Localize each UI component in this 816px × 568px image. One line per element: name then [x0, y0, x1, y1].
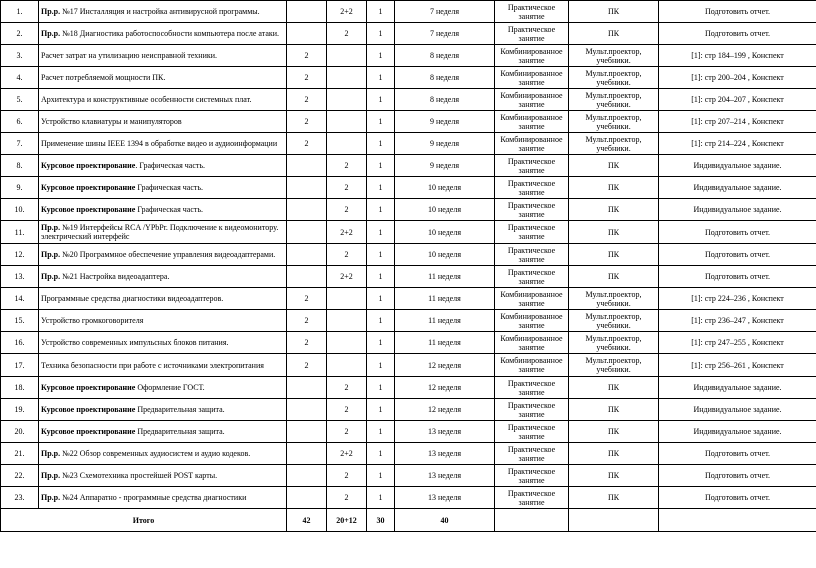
homework-cell: Индивидуальное задание.	[659, 199, 816, 221]
row-number: 13.	[1, 266, 39, 288]
hours-practice: 2	[327, 399, 367, 421]
total-empty-cell	[495, 509, 569, 532]
lesson-title	[39, 67, 287, 89]
week-cell: 10 неделя	[395, 244, 495, 266]
lesson-title	[39, 377, 287, 399]
lesson-text: Предварительная защита.	[135, 405, 225, 414]
row-number: 9.	[1, 177, 39, 199]
table-row	[1, 354, 816, 377]
hours-self: 1	[367, 89, 395, 111]
lesson-title	[39, 221, 287, 244]
equipment-cell: ПК	[569, 221, 659, 244]
row-number: 23.	[1, 487, 39, 509]
lesson-title	[39, 45, 287, 67]
hours-theory	[287, 199, 327, 221]
hours-self: 1	[367, 67, 395, 89]
lesson-type: Практическое занятие	[495, 1, 569, 23]
lesson-text: Графическая часть.	[135, 205, 204, 214]
week-cell: 12 неделя	[395, 354, 495, 377]
equipment-cell: ПК	[569, 421, 659, 443]
lesson-title	[39, 332, 287, 354]
hours-self: 1	[367, 45, 395, 67]
hours-practice	[327, 133, 367, 155]
equipment-cell: ПК	[569, 443, 659, 465]
hours-practice	[327, 67, 367, 89]
homework-cell: [1]: стр 204–207 , Конспект	[659, 89, 816, 111]
equipment-cell: Мульт.проектор, учебники.	[569, 310, 659, 332]
hours-practice	[327, 332, 367, 354]
hours-practice: 2	[327, 199, 367, 221]
lesson-text: №19 Интерфейсы RCA /YPbPr. Подключение к видеомонитору. электрический интерфейс	[41, 223, 279, 241]
lesson-text: Расчет потребляемой мощности ПК.	[41, 73, 166, 82]
row-number: 2.	[1, 23, 39, 45]
hours-self: 1	[367, 133, 395, 155]
lesson-type: Практическое занятие	[495, 487, 569, 509]
equipment-cell: ПК	[569, 266, 659, 288]
lesson-title	[39, 177, 287, 199]
lesson-type: Практическое занятие	[495, 177, 569, 199]
week-cell: 12 неделя	[395, 399, 495, 421]
row-number: 6.	[1, 111, 39, 133]
lesson-title	[39, 310, 287, 332]
lesson-text: Устройство современных импульсных блоков питания.	[41, 338, 229, 347]
lesson-prefix: Курсовое проектирование	[41, 161, 136, 170]
row-number: 22.	[1, 465, 39, 487]
total-h2: 20+12	[327, 509, 367, 532]
hours-practice: 2	[327, 23, 367, 45]
table-row	[1, 266, 816, 288]
equipment-cell: Мульт.проектор, учебники.	[569, 288, 659, 310]
hours-self: 1	[367, 111, 395, 133]
week-cell: 13 неделя	[395, 443, 495, 465]
equipment-cell: ПК	[569, 23, 659, 45]
row-number: 3.	[1, 45, 39, 67]
homework-cell: Индивидуальное задание.	[659, 421, 816, 443]
hours-practice: 2+2	[327, 1, 367, 23]
hours-theory: 2	[287, 332, 327, 354]
table-row	[1, 421, 816, 443]
total-empty-cell	[569, 509, 659, 532]
lesson-prefix: Пр.р.	[41, 493, 61, 502]
homework-cell: Подготовить отчет.	[659, 1, 816, 23]
hours-theory: 2	[287, 67, 327, 89]
table-row	[1, 332, 816, 354]
table-row	[1, 465, 816, 487]
row-number: 15.	[1, 310, 39, 332]
table-row	[1, 177, 816, 199]
lesson-title	[39, 421, 287, 443]
equipment-cell: ПК	[569, 399, 659, 421]
lesson-text: . Графическая часть.	[135, 161, 206, 170]
equipment-cell: ПК	[569, 377, 659, 399]
lesson-type: Практическое занятие	[495, 377, 569, 399]
lesson-title	[39, 1, 287, 23]
equipment-cell: ПК	[569, 244, 659, 266]
total-week: 40	[395, 509, 495, 532]
hours-practice: 2	[327, 244, 367, 266]
equipment-cell: ПК	[569, 487, 659, 509]
total-label: Итого	[1, 509, 287, 532]
lesson-type: Практическое занятие	[495, 199, 569, 221]
lesson-text: №18 Диагностика работоспособности компьютера после атаки.	[60, 29, 280, 38]
equipment-cell: ПК	[569, 199, 659, 221]
hours-practice: 2	[327, 177, 367, 199]
hours-practice: 2	[327, 487, 367, 509]
lesson-title	[39, 244, 287, 266]
lesson-title	[39, 465, 287, 487]
lesson-type: Практическое занятие	[495, 155, 569, 177]
total-h1: 42	[287, 509, 327, 532]
week-cell: 11 неделя	[395, 266, 495, 288]
homework-cell: [1]: стр 184–199 , Конспект	[659, 45, 816, 67]
week-cell: 11 неделя	[395, 288, 495, 310]
hours-practice: 2	[327, 465, 367, 487]
hours-self: 1	[367, 1, 395, 23]
equipment-cell: ПК	[569, 177, 659, 199]
lesson-title	[39, 288, 287, 310]
row-number: 20.	[1, 421, 39, 443]
total-empty-cell	[659, 509, 816, 532]
table-row	[1, 67, 816, 89]
hours-theory: 2	[287, 45, 327, 67]
row-number: 19.	[1, 399, 39, 421]
hours-practice: 2+2	[327, 266, 367, 288]
hours-theory	[287, 1, 327, 23]
lesson-prefix: Пр.р.	[41, 7, 61, 16]
hours-theory: 2	[287, 89, 327, 111]
hours-theory: 2	[287, 310, 327, 332]
lesson-text: Графическая часть.	[135, 183, 204, 192]
equipment-cell: Мульт.проектор, учебники.	[569, 354, 659, 377]
row-number: 21.	[1, 443, 39, 465]
hours-practice	[327, 310, 367, 332]
week-cell: 13 неделя	[395, 421, 495, 443]
hours-practice: 2	[327, 155, 367, 177]
homework-cell: Подготовить отчет.	[659, 487, 816, 509]
lesson-text: №21 Настройка видеоадаптера.	[60, 272, 170, 281]
lesson-text: №22 Обзор современных аудиосистем и аудио кодеков.	[60, 449, 251, 458]
week-cell: 12 неделя	[395, 377, 495, 399]
hours-theory: 2	[287, 354, 327, 377]
row-number: 14.	[1, 288, 39, 310]
row-number: 8.	[1, 155, 39, 177]
table-row	[1, 45, 816, 67]
lesson-title	[39, 155, 287, 177]
homework-cell: Подготовить отчет.	[659, 23, 816, 45]
lesson-prefix: Курсовое проектирование	[41, 205, 136, 214]
hours-self: 1	[367, 443, 395, 465]
total-h3: 30	[367, 509, 395, 532]
hours-self: 1	[367, 332, 395, 354]
week-cell: 8 неделя	[395, 45, 495, 67]
table-row	[1, 111, 816, 133]
week-cell: 10 неделя	[395, 199, 495, 221]
schedule-rows	[1, 1, 816, 532]
equipment-cell: ПК	[569, 1, 659, 23]
lesson-prefix: Пр.р.	[41, 250, 61, 259]
hours-theory	[287, 443, 327, 465]
hours-theory	[287, 377, 327, 399]
row-number: 12.	[1, 244, 39, 266]
lesson-text: Применение шины IEEE 1394 в обработке видео и аудиоинформации	[41, 139, 278, 148]
hours-practice	[327, 354, 367, 377]
lesson-type: Практическое занятие	[495, 399, 569, 421]
hours-practice: 2	[327, 377, 367, 399]
hours-self: 1	[367, 377, 395, 399]
hours-theory	[287, 421, 327, 443]
equipment-cell: ПК	[569, 465, 659, 487]
hours-theory	[287, 399, 327, 421]
equipment-cell: Мульт.проектор, учебники.	[569, 67, 659, 89]
hours-self: 1	[367, 266, 395, 288]
lesson-title	[39, 487, 287, 509]
hours-theory: 2	[287, 133, 327, 155]
table-row	[1, 155, 816, 177]
lesson-type: Комбинированное занятие	[495, 133, 569, 155]
hours-practice	[327, 89, 367, 111]
lesson-type: Комбинированное занятие	[495, 288, 569, 310]
lesson-title	[39, 89, 287, 111]
lesson-type: Практическое занятие	[495, 244, 569, 266]
hours-self: 1	[367, 310, 395, 332]
lesson-prefix: Курсовое проектирование	[41, 427, 136, 436]
hours-theory	[287, 221, 327, 244]
lesson-text: Предварительная защита.	[135, 427, 225, 436]
hours-practice	[327, 45, 367, 67]
homework-cell: Подготовить отчет.	[659, 221, 816, 244]
week-cell: 9 неделя	[395, 155, 495, 177]
homework-cell: [1]: стр 247–255 , Конспект	[659, 332, 816, 354]
table-row	[1, 377, 816, 399]
table-row	[1, 443, 816, 465]
lesson-text: Устройство клавиатуры и манипуляторов	[41, 117, 182, 126]
lesson-text: Оформление ГОСТ.	[135, 383, 205, 392]
lesson-type: Комбинированное занятие	[495, 89, 569, 111]
hours-practice: 2	[327, 421, 367, 443]
equipment-cell: ПК	[569, 155, 659, 177]
homework-cell: Индивидуальное задание.	[659, 399, 816, 421]
hours-self: 1	[367, 487, 395, 509]
lesson-prefix: Пр.р.	[41, 449, 61, 458]
lesson-text: №23 Схемотехника простейшей POST карты.	[60, 471, 218, 480]
homework-cell: [1]: стр 236–247 , Конспект	[659, 310, 816, 332]
week-cell: 10 неделя	[395, 221, 495, 244]
homework-cell: [1]: стр 200–204 , Конспект	[659, 67, 816, 89]
row-number: 16.	[1, 332, 39, 354]
lesson-type: Практическое занятие	[495, 443, 569, 465]
hours-theory	[287, 465, 327, 487]
homework-cell: Подготовить отчет.	[659, 443, 816, 465]
lesson-title	[39, 443, 287, 465]
lesson-text: №17 Инсталляция и настройка антивирусной программы.	[60, 7, 260, 16]
week-cell: 9 неделя	[395, 133, 495, 155]
lesson-prefix: Курсовое проектирование	[41, 183, 136, 192]
hours-self: 1	[367, 221, 395, 244]
hours-self: 1	[367, 199, 395, 221]
week-cell: 7 неделя	[395, 23, 495, 45]
hours-practice	[327, 111, 367, 133]
lesson-title	[39, 354, 287, 377]
table-row	[1, 487, 816, 509]
table-row	[1, 23, 816, 45]
hours-practice: 2+2	[327, 443, 367, 465]
lesson-type: Комбинированное занятие	[495, 310, 569, 332]
lesson-type: Практическое занятие	[495, 221, 569, 244]
homework-cell: [1]: стр 224–236 , Конспект	[659, 288, 816, 310]
lesson-type: Комбинированное занятие	[495, 45, 569, 67]
lesson-title	[39, 266, 287, 288]
lesson-prefix: Пр.р.	[41, 29, 61, 38]
lesson-prefix: Пр.р.	[41, 223, 61, 232]
hours-practice	[327, 288, 367, 310]
lesson-text: №24 Аппаратно - программные средства диагностики	[60, 493, 247, 502]
lesson-text: Расчет затрат на утилизацию неисправной техники.	[41, 51, 218, 60]
table-row	[1, 288, 816, 310]
lesson-prefix: Курсовое проектирование	[41, 383, 136, 392]
lesson-title	[39, 111, 287, 133]
table-row	[1, 221, 816, 244]
lesson-text: Программные средства диагностики видеоадаптеров.	[41, 294, 224, 303]
table-row	[1, 89, 816, 111]
row-number: 17.	[1, 354, 39, 377]
equipment-cell: Мульт.проектор, учебники.	[569, 89, 659, 111]
row-number: 7.	[1, 133, 39, 155]
week-cell: 9 неделя	[395, 111, 495, 133]
table-row	[1, 244, 816, 266]
lesson-text: Техника безопасности при работе с источниками электропитания	[41, 360, 264, 370]
lesson-title	[39, 199, 287, 221]
row-number: 11.	[1, 221, 39, 244]
homework-cell: [1]: стр 214–224 , Конспект	[659, 133, 816, 155]
week-cell: 8 неделя	[395, 67, 495, 89]
hours-theory	[287, 177, 327, 199]
week-cell: 11 неделя	[395, 310, 495, 332]
week-cell: 13 неделя	[395, 465, 495, 487]
hours-theory	[287, 23, 327, 45]
hours-self: 1	[367, 399, 395, 421]
lesson-type: Практическое занятие	[495, 23, 569, 45]
lesson-prefix: Пр.р.	[41, 471, 61, 480]
row-number: 5.	[1, 89, 39, 111]
hours-practice: 2+2	[327, 221, 367, 244]
lesson-text: Архитектура и конструктивные особенности системных плат.	[41, 95, 252, 104]
row-number: 18.	[1, 377, 39, 399]
lesson-type: Комбинированное занятие	[495, 67, 569, 89]
lesson-title	[39, 133, 287, 155]
equipment-cell: Мульт.проектор, учебники.	[569, 45, 659, 67]
lesson-type: Комбинированное занятие	[495, 354, 569, 377]
lesson-title	[39, 23, 287, 45]
homework-cell: Индивидуальное задание.	[659, 155, 816, 177]
hours-self: 1	[367, 288, 395, 310]
lesson-type: Практическое занятие	[495, 266, 569, 288]
table-row	[1, 399, 816, 421]
homework-cell: Подготовить отчет.	[659, 244, 816, 266]
lesson-text: №20 Программное обеспечение управления видеоадаптерами.	[60, 250, 276, 259]
homework-cell: Подготовить отчет.	[659, 266, 816, 288]
lesson-prefix: Пр.р.	[41, 272, 61, 281]
homework-cell: Индивидуальное задание.	[659, 177, 816, 199]
hours-self: 1	[367, 244, 395, 266]
equipment-cell: Мульт.проектор, учебники.	[569, 133, 659, 155]
hours-theory: 2	[287, 288, 327, 310]
week-cell: 7 неделя	[395, 1, 495, 23]
hours-self: 1	[367, 155, 395, 177]
week-cell: 10 неделя	[395, 177, 495, 199]
row-number: 10.	[1, 199, 39, 221]
hours-theory	[287, 266, 327, 288]
lesson-prefix: Курсовое проектирование	[41, 405, 136, 414]
lesson-title	[39, 399, 287, 421]
lesson-type: Комбинированное занятие	[495, 332, 569, 354]
table-row	[1, 310, 816, 332]
hours-self: 1	[367, 465, 395, 487]
equipment-cell: Мульт.проектор, учебники.	[569, 111, 659, 133]
row-number: 4.	[1, 67, 39, 89]
homework-cell: [1]: стр 207–214 , Конспект	[659, 111, 816, 133]
homework-cell: [1]: стр 256–261 , Конспект	[659, 354, 816, 377]
table-row	[1, 1, 816, 23]
week-cell: 8 неделя	[395, 89, 495, 111]
hours-self: 1	[367, 354, 395, 377]
total-row	[1, 509, 816, 532]
hours-theory	[287, 487, 327, 509]
homework-cell: Индивидуальное задание.	[659, 377, 816, 399]
hours-self: 1	[367, 421, 395, 443]
lesson-text: Устройство громкоговорителя	[41, 316, 144, 325]
hours-self: 1	[367, 177, 395, 199]
lesson-type: Практическое занятие	[495, 465, 569, 487]
table-row	[1, 199, 816, 221]
week-cell: 11 неделя	[395, 332, 495, 354]
hours-theory: 2	[287, 111, 327, 133]
lesson-type: Комбинированное занятие	[495, 111, 569, 133]
equipment-cell: Мульт.проектор, учебники.	[569, 332, 659, 354]
table-row	[1, 133, 816, 155]
hours-theory	[287, 155, 327, 177]
hours-self: 1	[367, 23, 395, 45]
row-number: 1.	[1, 1, 39, 23]
homework-cell: Подготовить отчет.	[659, 465, 816, 487]
hours-theory	[287, 244, 327, 266]
week-cell: 13 неделя	[395, 487, 495, 509]
lesson-type: Практическое занятие	[495, 421, 569, 443]
